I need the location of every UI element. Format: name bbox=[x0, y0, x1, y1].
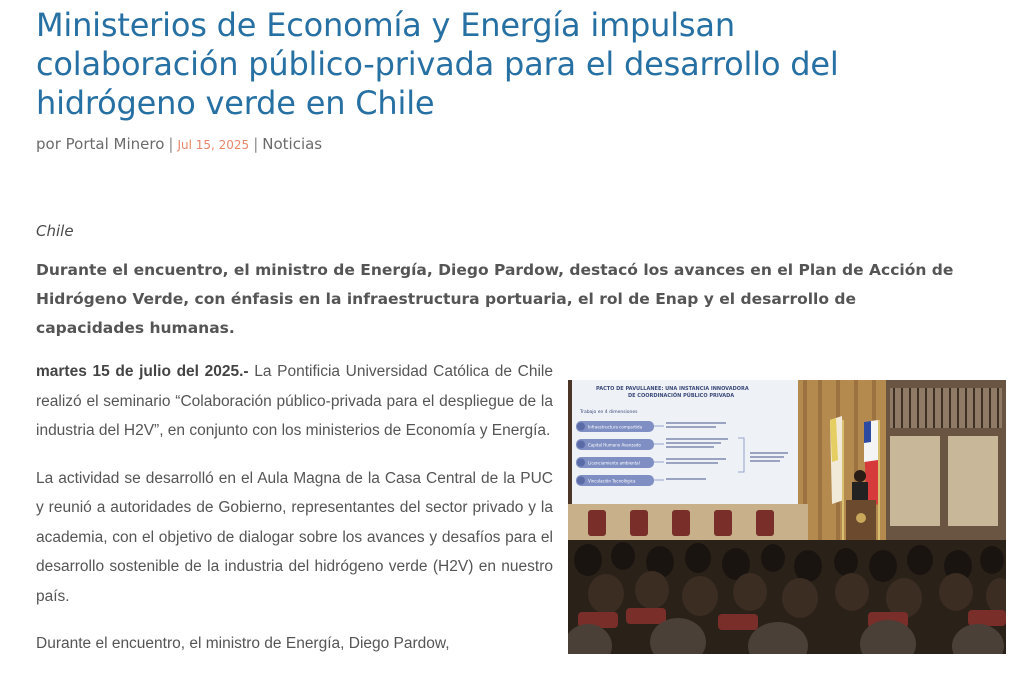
article-photo bbox=[568, 380, 1006, 654]
slide-item-1: Infraestructura compartida bbox=[588, 424, 643, 430]
author-prefix: por bbox=[36, 135, 61, 153]
category-link[interactable]: Noticias bbox=[262, 135, 323, 153]
article-lead: Durante el encuentro, el ministro de Energía, Diego Pardow, destacó los avances en el Plan de Acción de Hidrógeno Verde, con énfasis en la infraestructura portuaria, el rol de Enap y el desarrollo de capacidades humanas. bbox=[36, 261, 954, 337]
paragraph-3: Durante el encuentro, el ministro de Energía, Diego Pardow, bbox=[36, 635, 450, 652]
slide-item-4: Vinculación Tecnológica bbox=[588, 478, 636, 484]
seminar-photo-illustration bbox=[568, 380, 1006, 654]
slide-subtitle: Trabajo en 4 dimensiones bbox=[580, 410, 638, 415]
slide-title-1: PACTO DE PAVULLANEE: UNA INSTANCIA INNOVADORA bbox=[596, 386, 749, 392]
dateline: martes 15 de julio del 2025.- bbox=[36, 363, 249, 380]
article-body bbox=[36, 357, 553, 677]
paragraph-1 bbox=[36, 357, 553, 446]
slide-item-3: Licenciamiento ambiental bbox=[588, 460, 640, 466]
slide-item-2: Capital Humano Avanzado bbox=[588, 442, 641, 448]
meta-separator: | bbox=[253, 135, 259, 153]
article-title: Ministerios de Economía y Energía impulsan colaboración público-privada para el desarrollo del hidrógeno verde en Chile bbox=[36, 6, 839, 122]
paragraph-1-text: La Pontificia Universidad Católica de Chile realizó el seminario “Colaboración público-privada para el despliegue de la industria del H2V”, en conjunto con los ministerios de Economía y Energía. bbox=[36, 363, 553, 439]
author-link[interactable]: Portal Minero bbox=[65, 135, 165, 153]
meta-separator: | bbox=[168, 135, 174, 153]
article-location: Chile bbox=[36, 222, 74, 240]
article-meta bbox=[36, 134, 322, 155]
paragraph-2: La actividad se desarrolló en el Aula Magna de la Casa Central de la PUC y reunió a autoridades de Gobierno, representantes del sector privado y la academia, con el objetivo de dialogar sobre los avances y desafíos para el desarrollo sostenible de la industria del hidrógeno verde (H2V) en nuestro país. bbox=[36, 469, 553, 605]
publish-date: Jul 15, 2025 bbox=[177, 138, 250, 152]
slide-title-2: DE COORDINACIÓN PÚBLICO PRIVADA bbox=[628, 393, 735, 399]
